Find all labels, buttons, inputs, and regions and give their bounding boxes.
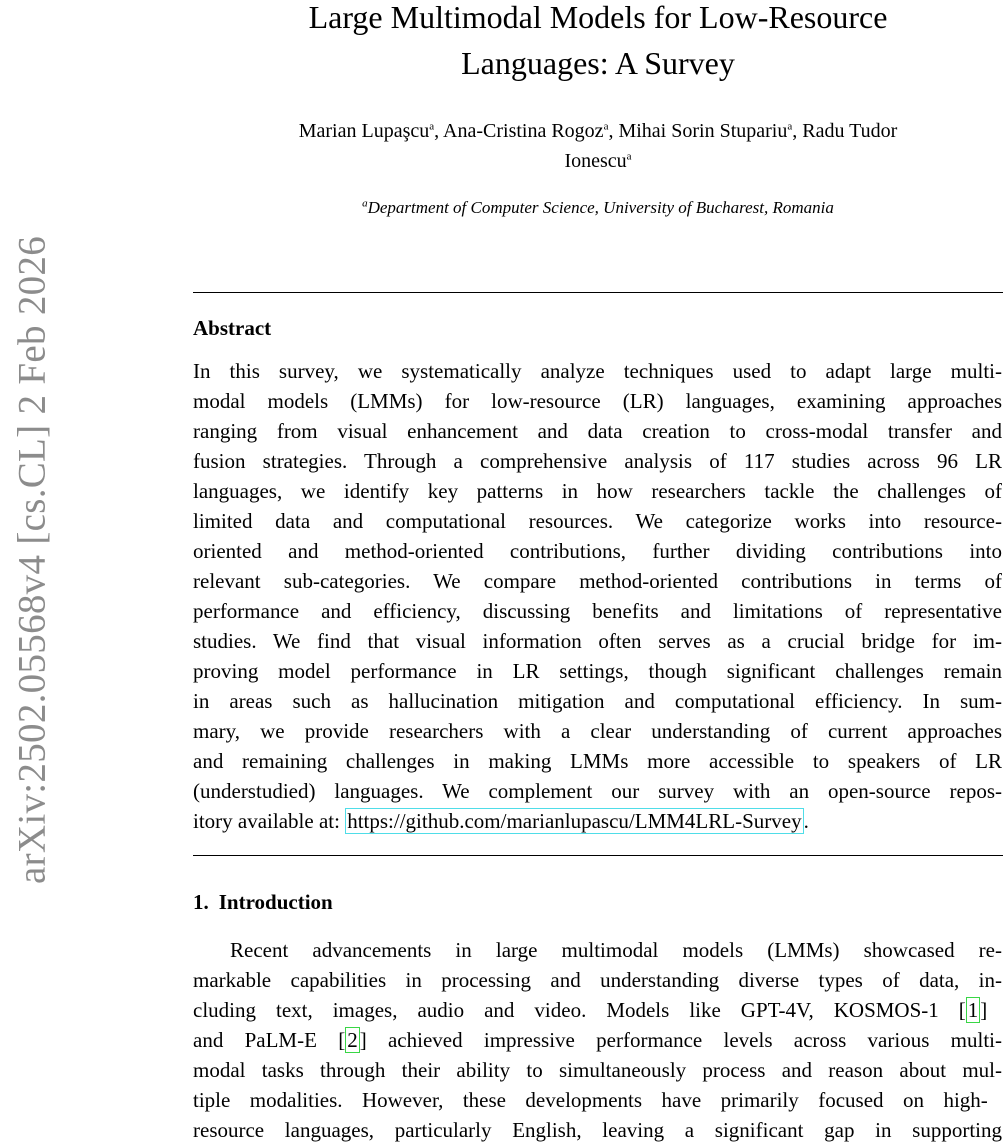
author-line-2 xyxy=(200,146,996,176)
title-line-2: Languages: A Survey xyxy=(461,45,735,81)
abstract-line: modal models (LMMs) for low-resource (LR) languages, examining approaches xyxy=(193,389,1002,413)
author-affiliation-mark: a xyxy=(787,120,793,133)
citation-link-2[interactable]: 2 xyxy=(347,1028,358,1052)
intro-line: markable capabilities in processing and understanding diverse types of data, in- xyxy=(193,968,1002,992)
intro-line-text: cluding text, images, audio and video. Models like GPT-4V, KOSMOS-1 [ xyxy=(193,998,966,1022)
abstract-line: ranging from visual enhancement and data creation to cross-modal transfer and xyxy=(193,419,1002,443)
abstract-last-line xyxy=(193,806,1002,836)
introduction-body xyxy=(193,935,1002,1145)
affiliation-text: Department of Computer Science, University of Bucharest, Romania xyxy=(367,198,834,217)
abstract-body xyxy=(193,356,1002,836)
affiliation-mark: a xyxy=(362,197,368,210)
intro-line xyxy=(193,995,1002,1025)
intro-line xyxy=(193,1025,1002,1055)
author-name: Marian Lupaşcu xyxy=(298,120,430,142)
abstract-line: oriented and method-oriented contributions, further dividing contributions into xyxy=(193,539,1002,563)
abstract-line: proving model performance in LR settings, though significant challenges remain xyxy=(193,659,1002,683)
abstract-line: limited data and computational resources. We categorize works into resource- xyxy=(193,509,1002,533)
abstract-top-rule xyxy=(193,292,1003,293)
intro-line: resource languages, particularly English, leaving a significant gap in supporting xyxy=(193,1118,1002,1142)
abstract-line: mary, we provide researchers with a clear understanding of current approaches xyxy=(193,719,1002,743)
abstract-last-line-prefix: itory available at: xyxy=(193,809,346,833)
abstract-heading: Abstract xyxy=(193,316,272,340)
abstract-line: (understudied) languages. We complement our survey with an open-source repos- xyxy=(193,779,1002,803)
abstract-line: in areas such as hallucination mitigation and computational efficiency. In sum- xyxy=(193,689,1002,713)
author-name-last-part: Ionescu xyxy=(564,150,627,172)
abstract-line: performance and efficiency, discussing benefits and limitations of representative xyxy=(193,599,1002,623)
intro-line: Recent advancements in large multimodal models (LMMs) showcased re- xyxy=(230,938,1002,962)
author-affiliation-mark: a xyxy=(603,120,609,133)
author-affiliation-mark: a xyxy=(626,150,632,163)
arxiv-identifier-stamp: arXiv:2502.05568v4 [cs.CL] 2 Feb 2026 xyxy=(10,235,54,885)
title-line-1: Large Multimodal Models for Low-Resource xyxy=(308,0,888,35)
author-list xyxy=(200,116,996,176)
author-line-1: Marian Lupaşcu$^a$, Ana-Cristina Rogoz$^a$, Mihai Sorin Stupariu$^a$, Radu Tudor xyxy=(298,120,898,142)
abstract-line: fusion strategies. Through a comprehensive analysis of 117 studies across 96 LR xyxy=(193,449,1002,473)
intro-line-text: and PaLM-E [ xyxy=(193,1028,346,1052)
introduction-heading xyxy=(193,888,333,916)
section-title: Introduction xyxy=(218,890,333,914)
intro-line: modal tasks through their ability to simultaneously process and reason about mul- xyxy=(193,1058,1002,1082)
paper-title xyxy=(200,0,996,86)
author-name: Ana-Cristina Rogoz xyxy=(443,120,604,142)
section-number: 1. xyxy=(193,890,209,914)
abstract-last-line-suffix: . xyxy=(803,809,809,833)
affiliation xyxy=(200,196,996,220)
abstract-line: studies. We find that visual information often serves as a crucial bridge for im- xyxy=(193,629,1002,653)
author-affiliation-mark: a xyxy=(429,120,435,133)
citation-link-1[interactable]: 1 xyxy=(967,998,979,1022)
repository-link[interactable]: https://github.com/marianlupascu/LMM4LRL-Survey xyxy=(347,809,802,833)
author-name-first-part: Radu Tudor xyxy=(802,120,898,142)
abstract-line: In this survey, we systematically analyze techniques used to adapt large multi- xyxy=(193,359,1002,383)
abstract-bottom-rule xyxy=(193,855,1003,856)
author-name: Mihai Sorin Stupariu xyxy=(618,120,788,142)
abstract-line: languages, we identify key patterns in how researchers tackle the challenges of xyxy=(193,479,1002,503)
abstract-line: relevant sub-categories. We compare method-oriented contributions in terms of xyxy=(193,569,1002,593)
intro-line: tiple modalities. However, these developments have primarily focused on high- xyxy=(193,1088,988,1112)
abstract-line: and remaining challenges in making LMMs more accessible to speakers of LR xyxy=(193,749,1002,773)
intro-line-text: ] xyxy=(980,998,988,1022)
intro-line-text: ] achieved impressive performance levels across various multi- xyxy=(359,1028,1002,1052)
